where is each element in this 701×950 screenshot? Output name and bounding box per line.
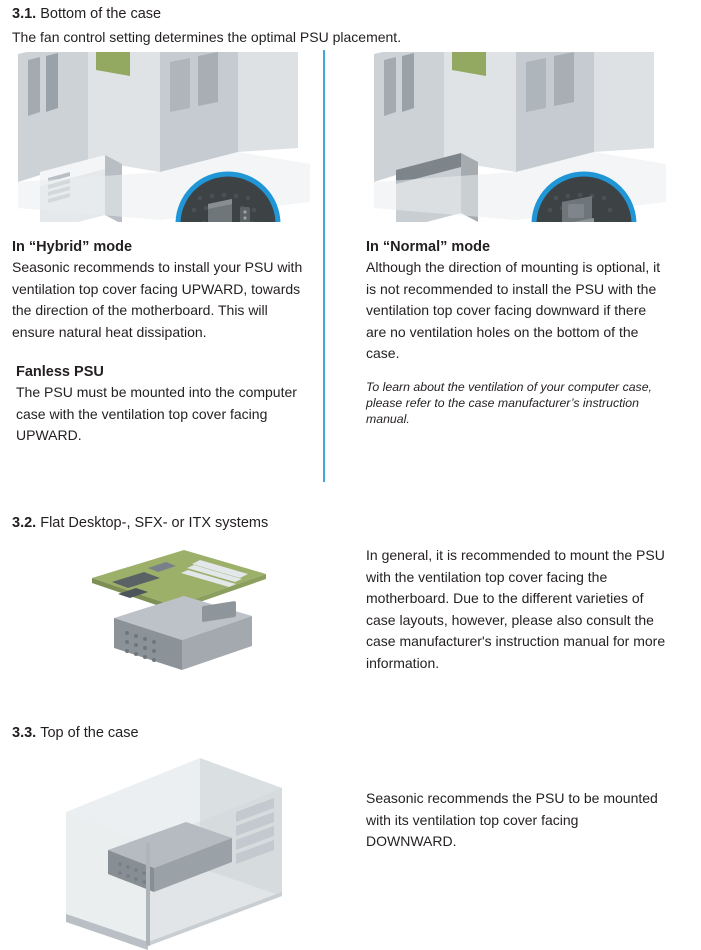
section-3-3-title: Top of the case [40,725,139,741]
section-3-1-lead: The fan control setting determines the optimal PSU placement. [12,29,402,45]
section-3-1-left-column [12,238,308,447]
normal-mode-note: To learn about the ventilation of your computer case, please refer to the case manufacturer’s instruction manual. [366,379,652,426]
section-3-1-right-column [366,238,666,427]
section-3-2-heading [12,514,268,532]
section-3-2-title: Flat Desktop-, SFX- or ITX systems [40,515,269,531]
section-3-1-number: 3.1. [12,6,41,22]
section-3-3-number: 3.3. [12,725,41,741]
figure-flat-desktop-sfx-itx [52,538,312,688]
hybrid-mode-body: Seasonic recommends to install your PSU with ventilation top cover facing UPWARD, towards the direction of the motherboard. This will ensure natural heat dissipation. [12,259,303,340]
hybrid-mode-title: In “Hybrid” mode [12,239,133,255]
column-divider [323,50,325,482]
section-3-3-body: Seasonic recommends the PSU to be mounted with its ventilation top cover facing DOWNWARD. [366,790,658,849]
fanless-psu-body: The PSU must be mounted into the computer case with the ventilation top cover facing UPWARD. [16,384,297,443]
figure-case-top [50,746,310,950]
normal-mode-title: In “Normal” mode [366,239,491,255]
section-3-2-body: In general, it is recommended to mount the PSU with the ventilation top cover facing the motherboard. Due to the different varieties of case layouts, however, please also consult the case manufacturer's instruction manual for more information. [366,547,666,671]
figure-case-bottom-hybrid [10,52,310,222]
section-3-2-number: 3.2. [12,515,41,531]
section-3-1-title: Bottom of the case [40,6,162,22]
figure-case-bottom-normal [366,52,666,222]
section-3-3-heading [12,724,139,742]
fanless-psu-title: Fanless PSU [16,364,104,380]
section-3-1-heading [12,5,161,23]
normal-mode-body: Although the direction of mounting is optional, it is not recommended to install the PSU with the ventilation top cover facing downward if there are no ventilation holes on the bottom of the case. [366,259,661,361]
